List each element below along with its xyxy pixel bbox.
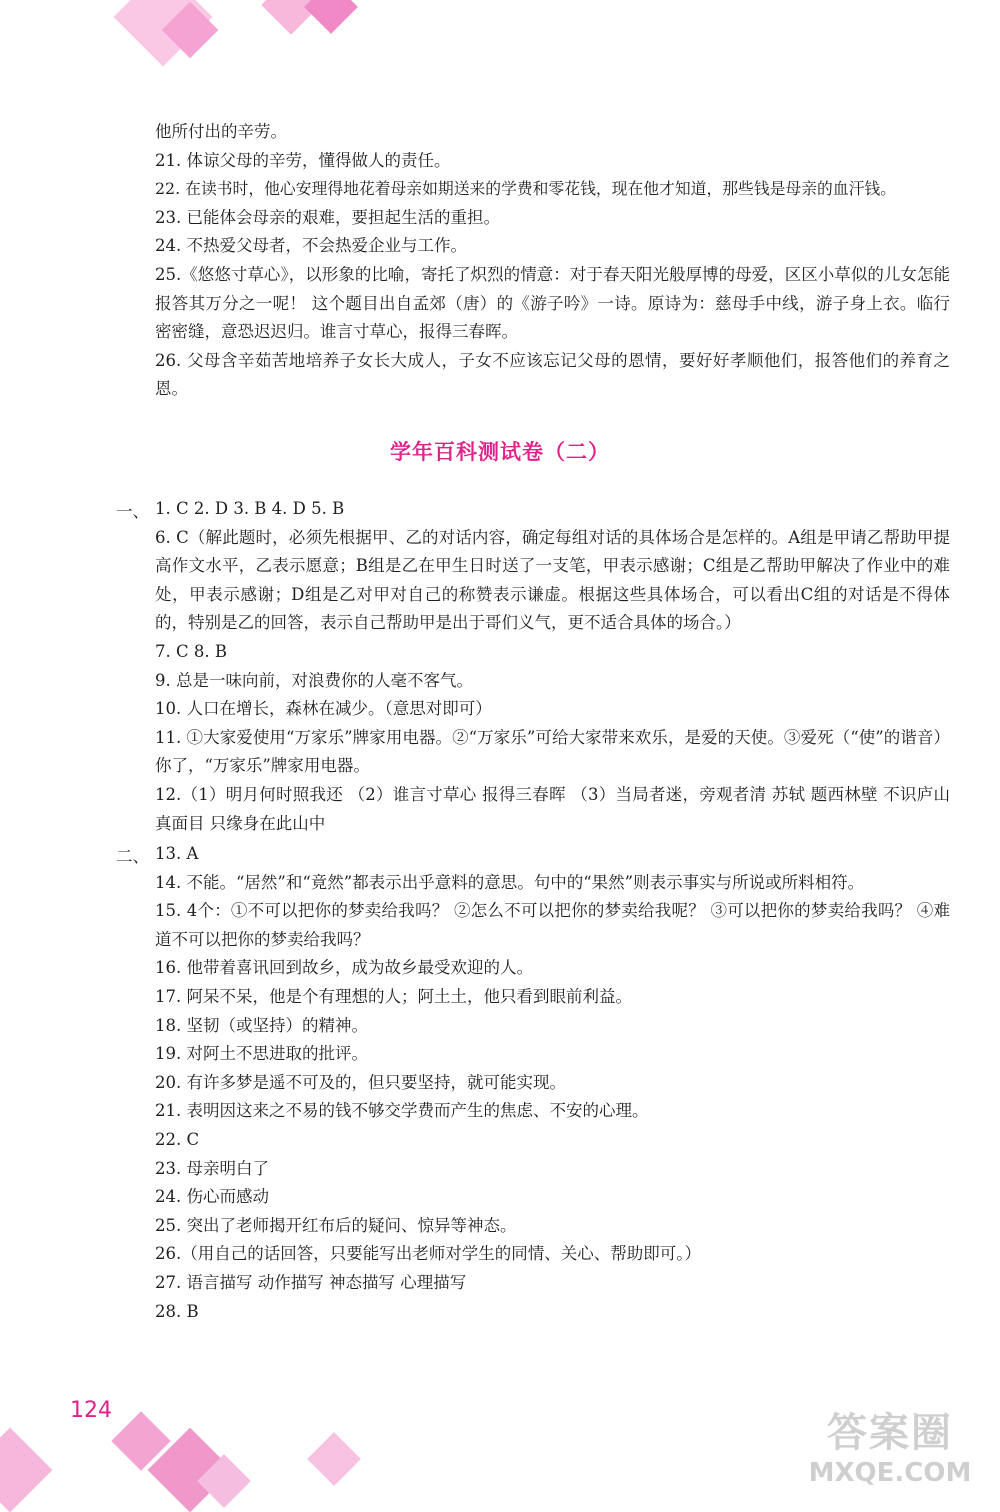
answer-line: 20. 有许多梦是遥不可及的，但只要坚持，就可能实现。 <box>155 1072 566 1092</box>
answer-line: 19. 对阿土不思进取的批评。 <box>155 1044 368 1064</box>
answer-line: 23. 已能体会母亲的艰难，要担起生活的重担。 <box>155 207 500 227</box>
answer-line: 21. 表明因这来之不易的钱不够交学费而产生的焦虑、不安的心理。 <box>155 1101 649 1121</box>
answer-paragraph: 6. C（解此题时，必须先根据甲、乙的对话内容，确定每组对话的具体场合是怎样的。A组是甲请乙帮助甲提高作文水平，乙表示愿意；B组是乙在甲生日时送了一支笔，甲表示感谢；C组是乙帮助甲解决了作业中的难处，甲表示感谢；D组是乙对甲对自己的称赞表示谦虚。根据这些具体场合，可以看出C组的对话是不得体的，特别是乙的回答，表示自己帮助甲是出于哥们义气，更不适合具体的场合。） <box>155 527 950 633</box>
decor-diamond <box>0 1428 52 1512</box>
section-two-marker <box>116 843 149 867</box>
answer-line: 7. C 8. B <box>155 641 227 661</box>
answer-line: 9. 总是一味向前，对浪费你的人毫不客气。 <box>155 670 473 690</box>
answer-line: 10. 人口在增长，森林在减少。（意思对即可） <box>155 699 492 719</box>
answer-paragraph: 26. 父母含辛茹苦地培养子女长大成人，子女不应该忘记父母的恩情，要好好孝顺他们，报答他们的养育之恩。 <box>155 350 950 399</box>
answer-paragraph: 11. ①大家爱使用“万家乐”牌家用电器。②“万家乐”可给大家带来欢乐，是爱的天使。③爱死（“使”的谐音）你了，“万家乐”牌家用电器。 <box>155 727 950 776</box>
section-two-content <box>155 840 950 1326</box>
answer-line: 26.（用自己的话回答，只要能写出老师对学生的同情、关心、帮助即可。） <box>155 1244 701 1264</box>
answer-line: 17. 阿呆不呆，他是个有理想的人；阿土土，他只看到眼前利益。 <box>155 986 632 1006</box>
answer-line: 25. 突出了老师揭开红布后的疑问、惊异等神态。 <box>155 1215 517 1235</box>
answer-paragraph: 15. 4个：①不可以把你的梦卖给我吗？ ②怎么不可以把你的梦卖给我呢？ ③可以把你的梦卖给我吗？ ④难道不可以把你的梦卖给我吗？ <box>155 901 950 949</box>
section-title: 学年百科测试卷（二） <box>390 439 610 464</box>
answer-line: 22. 在读书时，他心安理得地花着母亲如期送来的学费和零花钱，现在他才知道，那些钱是母亲的血汗钱。 <box>155 179 897 199</box>
section-two-label: 二、 <box>116 847 149 866</box>
answer-line: 13. A <box>155 844 199 863</box>
answer-paragraph: 25.《悠悠寸草心》，以形象的比喻，寄托了炽烈的情意：对于春天阳光般厚博的母爱，区区小草似的儿女怎能报答其万分之一呢！ 这个题目出自孟郊（唐）的《游子吟》一诗。原诗为：慈母手中线，游子身上衣。临行密密缝，意恐迟迟归。谁言寸草心，报得三春晖。 <box>155 264 950 342</box>
watermark-url: MXQE.COM <box>808 1458 972 1488</box>
answer-line: 18. 坚韧（或坚持）的精神。 <box>155 1015 368 1035</box>
section-one-marker <box>116 498 149 522</box>
answer-line: 14. 不能。“居然”和“竟然”都表示出乎意料的意思。句中的“果然”则表示事实与所说或所料相符。 <box>155 872 865 892</box>
section-one-label: 一、 <box>116 502 149 521</box>
page-number: 124 <box>70 1398 112 1423</box>
answer-line: 1. C 2. D 3. B 4. D 5. B <box>155 499 345 518</box>
answer-paragraph: 12.（1）明月何时照我还 （2）谁言寸草心 报得三春晖 （3）当局者迷，旁观者清 苏轼 题西林壁 不识庐山真面目 只缘身在此山中 <box>155 784 950 833</box>
answer-line: 28. B <box>155 1301 199 1321</box>
answer-line: 23. 母亲明白了 <box>155 1158 269 1178</box>
watermark-logo <box>790 1401 990 1491</box>
answer-line: 24. 不热爱父母者，不会热爱企业与工作。 <box>155 236 467 256</box>
answer-line: 他所付出的辛劳。 <box>155 122 287 141</box>
watermark-title: 答案圈 <box>827 1410 953 1456</box>
answer-line: 24. 伤心而感动 <box>155 1187 269 1207</box>
answer-line: 27. 语言描写 动作描写 神态描写 心理描写 <box>155 1272 467 1292</box>
section-one-content <box>155 495 950 838</box>
answer-line: 16. 他带着喜讯回到故乡，成为故乡最受欢迎的人。 <box>155 958 533 978</box>
decor-diamond <box>304 0 358 34</box>
answer-line: 22. C <box>155 1129 200 1149</box>
answer-content <box>155 118 950 404</box>
decor-diamond <box>307 1432 361 1486</box>
answer-line: 21. 体谅父母的辛劳，懂得做人的责任。 <box>155 150 451 170</box>
